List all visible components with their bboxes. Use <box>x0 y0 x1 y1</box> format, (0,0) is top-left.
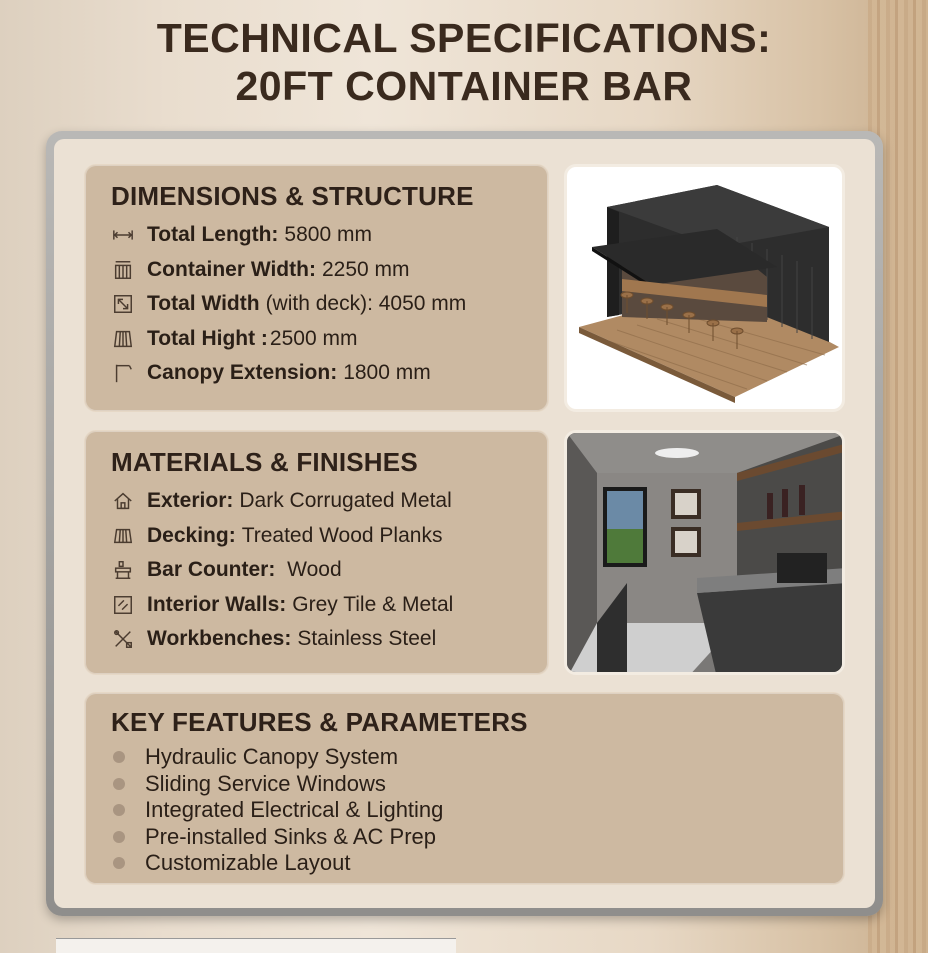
material-row-exterior <box>111 484 548 519</box>
feature-item <box>113 797 844 824</box>
bullet-dot-icon <box>113 751 125 763</box>
spec-value: 2500 mm <box>269 326 358 350</box>
spec-label: Total Width <box>147 292 260 316</box>
bar-interior-image <box>564 430 845 675</box>
feature-text: Hydraulic Canopy System <box>145 744 399 770</box>
spec-row-total-length <box>111 218 548 253</box>
bullet-dot-icon <box>113 857 125 869</box>
page-title <box>0 14 928 110</box>
materials-panel <box>84 430 549 675</box>
feature-text: Integrated Electrical & Lighting <box>145 797 444 823</box>
material-row-workbenches <box>111 622 548 657</box>
spec-row-total-width <box>111 287 548 322</box>
length-arrows-icon <box>111 223 135 247</box>
title-line-1: TECHNICAL SPECIFICATIONS: <box>156 15 772 61</box>
feature-item <box>113 850 844 877</box>
spec-board-surface <box>54 139 875 908</box>
feature-text: Customizable Layout <box>145 850 351 876</box>
material-value: Stainless Steel <box>297 627 437 651</box>
spec-label: Canopy Extension: <box>147 361 338 385</box>
planks-icon <box>111 524 135 548</box>
feature-text: Sliding Service Windows <box>145 770 386 796</box>
house-icon <box>111 489 135 513</box>
feature-item <box>113 771 844 798</box>
spec-label: Total Length: <box>147 223 279 247</box>
material-value: Dark Corrugated Metal <box>239 489 452 513</box>
spec-label: Total Hight : <box>147 326 268 350</box>
spec-value: 1800 mm <box>343 361 431 385</box>
feature-item <box>113 824 844 851</box>
bottom-paper-strip <box>56 938 456 953</box>
container-bar-illustration <box>567 167 845 412</box>
spec-value: (with deck): 4050 mm <box>265 292 467 316</box>
features-panel <box>84 692 845 885</box>
diagonal-arrow-icon <box>111 292 135 316</box>
features-heading: KEY FEATURES & PARAMETERS <box>111 707 528 737</box>
counter-icon <box>111 558 135 582</box>
material-value: Grey Tile & Metal <box>292 592 454 616</box>
spec-row-total-height <box>111 322 548 357</box>
spec-row-canopy-extension <box>111 356 548 391</box>
bar-interior-illustration <box>567 433 845 675</box>
material-row-decking <box>111 519 548 554</box>
dimensions-panel <box>84 164 549 412</box>
material-label: Decking: <box>147 523 236 547</box>
title-line-2: 20FT CONTAINER BAR <box>235 63 693 109</box>
spec-board <box>46 131 883 916</box>
spec-row-container-width <box>111 253 548 288</box>
spec-value: 5800 mm <box>284 223 372 247</box>
container-bar-exterior-image <box>564 164 845 412</box>
tile-icon <box>111 593 135 617</box>
material-row-interior-walls <box>111 588 548 623</box>
material-label: Exterior: <box>147 489 234 513</box>
material-value: Wood <box>281 558 342 582</box>
spec-label: Container Width: <box>147 257 316 281</box>
materials-heading: MATERIALS & FINISHES <box>111 447 418 477</box>
dimensions-heading: DIMENSIONS & STRUCTURE <box>111 181 474 211</box>
material-row-bar-counter <box>111 553 548 588</box>
material-value: Treated Wood Planks <box>241 523 443 547</box>
spec-value: 2250 mm <box>321 257 410 281</box>
tools-icon <box>111 627 135 651</box>
bullet-dot-icon <box>113 831 125 843</box>
feature-item <box>113 744 844 771</box>
material-label: Bar Counter: <box>147 558 276 582</box>
material-label: Workbenches: <box>147 627 292 651</box>
bullet-dot-icon <box>113 804 125 816</box>
container-width-icon <box>111 258 135 282</box>
height-icon <box>111 327 135 351</box>
canopy-icon <box>111 361 135 385</box>
feature-text: Pre-installed Sinks & AC Prep <box>145 823 437 849</box>
material-label: Interior Walls: <box>147 592 287 616</box>
bullet-dot-icon <box>113 778 125 790</box>
